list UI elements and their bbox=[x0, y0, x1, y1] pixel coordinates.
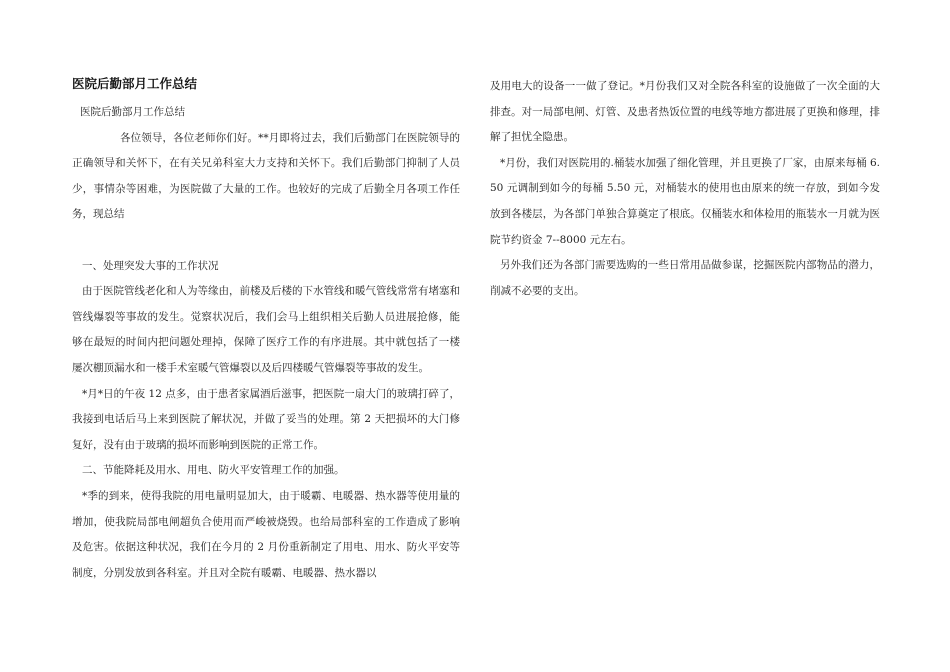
section1-paragraph-1: 由于医院管线老化和人为等缘由，前楼及后楼的下水管线和暖气管线常常有堵塞和管线爆裂等事故的发生。觉察状况后，我们会马上组织相关后勤人员进展抢修，能够在最短的时间内把问题处理掉，保障了医疗工作的有序进展。其中就包括了一楼屡次棚顶漏水和一楼手术室暖气管爆裂以及后四楼暖气管爆裂等事故的发生。 bbox=[72, 285, 460, 374]
right-column bbox=[490, 72, 880, 304]
section2-paragraph-1-continued: 及用电大的设备一一做了登记。*月份我们又对全院各科室的设施做了一次全面的大排查。对一局部电闸、灯管、及患者热饭位置的电线等地方都进展了更换和修理，排解了担忧全隐患。 bbox=[490, 80, 880, 144]
section2-heading: 二、节能降耗及用水、用电、防火平安管理工作的加强。 bbox=[82, 464, 345, 477]
section2-paragraph-3: 另外我们还为各部门需要选购的一些日常用品做参谋，挖掘医院内部物品的潜力，削减不必要的支出。 bbox=[490, 259, 880, 297]
section2-paragraph-1: *季的到来，使得我院的用电量明显加大，由于暖霸、电暖器、热水器等使用量的增加，使我院局部电闸超负合使用而严峻被烧毁。也给局部科室的工作造成了影响及危害。依据这种状况，我们在今月的 2 月份重新制定了用电、用水、防火平安等制度，分别发放到各科室。并且对全院有暖霸、电暖器、热水器以 bbox=[72, 489, 460, 579]
section1-heading: 一、处理突发大事的工作状况 bbox=[82, 259, 219, 272]
greeting-paragraph: 各位领导，各位老师你们好。**月即将过去，我们后勤部门在医院领导的正确领导和关怀下，在有关兄弟科室大力支持和关怀下。我们后勤部门抑制了人员少，事情杂等困难，为医院做了大量的工作。也较好的完成了后勤全月各项工作任务，现总结 bbox=[72, 131, 460, 221]
document-subtitle: 医院后勤部月工作总结 bbox=[80, 106, 185, 118]
section2-paragraph-2: *月份，我们对医院用的.桶装水加强了细化管理，并且更换了厂家，由原来每桶 6.50 元调制到如今的每桶 5.50 元，对桶装水的使用也由原来的统一存放，到如今发放到各楼层，为各部门单独合算奠定了根底。仅桶装水和体检用的瓶装水一月就为医院节约资金 7--8000 元左右。 bbox=[490, 156, 880, 246]
section1-paragraph-2: *月*日的午夜 12 点多，由于患者家属酒后滋事，把医院一扇大门的玻璃打碎了，我接到电话后马上来到医院了解状况，并做了妥当的处理。第 2 天把损坏的大门修复好，没有由于玻璃的损坏而影响到医院的正常工作。 bbox=[72, 387, 460, 451]
document-title: 医院后勤部月工作总结 bbox=[72, 76, 198, 91]
blank-line bbox=[72, 228, 460, 254]
left-column bbox=[72, 72, 460, 586]
